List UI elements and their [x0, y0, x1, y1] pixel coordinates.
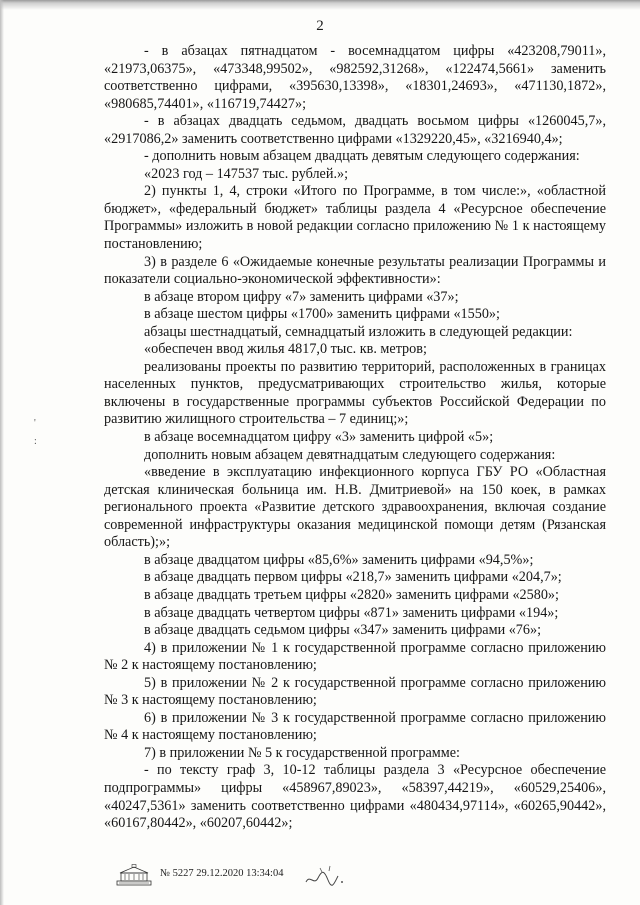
- paragraph: «введение в эксплуатацию инфекционного корпуса ГБУ РО «Областная детская клиническая больница им. Н.В. Дмитриевой» на 150 коек, в рамках регионального проекта «Развитие детского здравоохранения, включая создание современной инфраструктуры оказания медицинской помощи детям (Рязанская область);»;: [104, 464, 606, 551]
- paragraph: в абзаце двадцать четвертом цифры «871» заменить цифрами «194»;: [144, 604, 559, 621]
- margin-tick: ': [34, 418, 36, 429]
- margin-tick: :: [34, 436, 37, 447]
- paragraph: в абзаце двадцать первом цифры «218,7» заменить цифрами «204,7»;: [144, 569, 562, 586]
- paragraph: 4) в приложении № 1 к государственной программе согласно приложению № 2 к настоящему постановлению;: [104, 639, 606, 674]
- paragraph: 3) в разделе 6 «Ожидаемые конечные результаты реализации Программы и показатели социально-экономической эффективности»:: [104, 253, 606, 288]
- registration-footer: [116, 862, 416, 890]
- handwritten-mark-icon: [302, 862, 350, 890]
- paragraph: в абзаце двадцать седьмом цифры «347» заменить цифрами «76»;: [144, 622, 542, 639]
- paragraph: 6) в приложении № 3 к государственной программе согласно приложению № 4 к настоящему постановлению;: [104, 709, 606, 744]
- page-number: 2: [316, 18, 324, 34]
- paragraph: - в абзацах двадцать седьмом, двадцать восьмом цифры «1260045,7», «2917086,2» заменить соответственно цифрами «1329220,45», «3216940,4»;: [104, 113, 606, 147]
- paragraph: 7) в приложении № 5 к государственной программе:: [144, 744, 460, 761]
- document-body: [104, 43, 606, 833]
- paragraph: - по тексту граф 3, 10-12 таблицы раздела 3 «Ресурсное обеспечение подпрограммы» цифры «458967,89023», «58397,44219», «60529,25406», «40247,5361» заменить соответственно цифрами «480434,97114», «60265,90442», «60167,80442», «60207,60442»;: [104, 762, 606, 832]
- paragraph: в абзаце двадцать третьем цифры «2820» заменить цифрами «2580»;: [144, 586, 559, 603]
- paragraph: в абзаце двадцатом цифры «85,6%» заменить цифрами «94,5%»;: [144, 551, 534, 568]
- registration-number: № 5227 29.12.2020 13:34:04: [160, 868, 284, 879]
- paragraph: в абзаце шестом цифры «1700» заменить цифрами «1550»;: [144, 306, 500, 323]
- scan-left-edge: [0, 0, 4, 905]
- paragraph: - в абзацах пятнадцатом - восемнадцатом цифры «423208,79011», «21973,06375», «473348,99502», «982592,31268», «122474,5661» заменить соответственно цифрами, «395630,13398», «18301,24693», «471130,1872», «980685,74401», «116719,74427»;: [104, 43, 606, 112]
- paragraph: - дополнить новым абзацем двадцать девятым следующего содержания:: [144, 148, 580, 165]
- paragraph: 5) в приложении № 2 к государственной программе согласно приложению № 3 к настоящему постановлению;: [104, 674, 606, 709]
- paragraph: «обеспечен ввод жилья 4817,0 тыс. кв. метров;: [144, 341, 427, 358]
- paragraph: дополнить новым абзацем девятнадцатым следующего содержания:: [144, 446, 556, 463]
- paragraph: абзацы шестнадцатый, семнадцатый изложить в следующей редакции:: [144, 323, 573, 340]
- government-building-stamp-icon: [116, 864, 152, 886]
- paragraph: 2) пункты 1, 4, строки «Итого по Программе, в том числе:», «областной бюджет», «федеральный бюджет» таблицы раздела 4 «Ресурсное обеспечение Программы» изложить в новой редакции согласно приложению № 1 к настоящему постановлению;: [104, 183, 606, 253]
- paragraph: «2023 год – 147537 тыс. рублей.»;: [144, 165, 349, 182]
- paragraph: реализованы проекты по развитию территорий, расположенных в границах населенных пунктов, предусматривающих строительство жилья, которые включены в государственные программы субъектов Российской Федерации по развитию жилищного строительства – 7 единиц;»;: [104, 358, 606, 428]
- paragraph: в абзаце восемнадцатом цифру «3» заменить цифрой «5»;: [144, 429, 494, 446]
- scan-top-edge: [0, 0, 640, 10]
- paragraph: в абзаце втором цифру «7» заменить цифрами «37»;: [144, 288, 459, 305]
